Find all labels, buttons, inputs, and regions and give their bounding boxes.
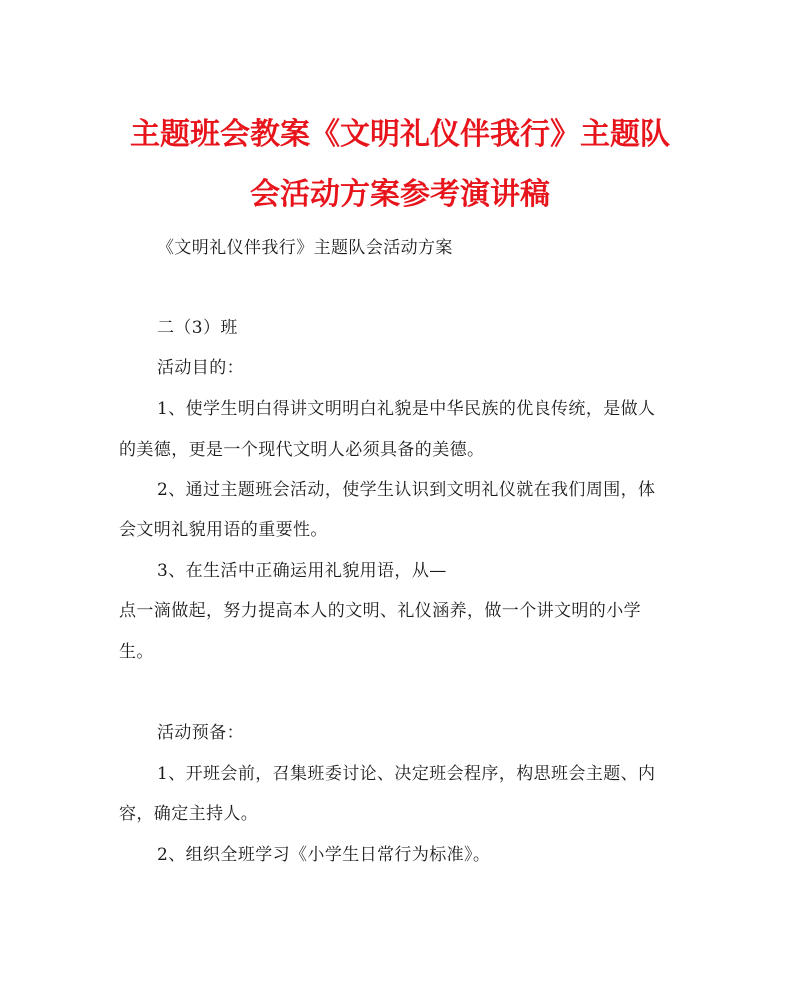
prep-heading: 活动预备：	[157, 723, 244, 743]
purpose-item-1-line-2: 的美德，更是一个现代文明人必须具备的美德。	[119, 440, 485, 460]
prep-item-1-line-2: 容，确定主持人。	[119, 804, 259, 824]
purpose-item-3-line-1: 3、在生活中正确运用礼貌用语，从—	[157, 561, 447, 581]
document-title-line-2: 会活动方案参考演讲稿	[250, 177, 550, 212]
purpose-item-2-line-2: 会文明礼貌用语的重要性。	[119, 520, 328, 540]
purpose-item-1-line-1: 1、使学生明白得讲文明明白礼貌是中华民族的优良传统，是做人	[157, 399, 656, 419]
class-name: 二（3）班	[157, 318, 238, 338]
prep-item-1-line-1: 1、开班会前，召集班委讨论、决定班会程序，构思班会主题、内	[157, 764, 656, 784]
document-title-line-1: 主题班会教案《文明礼仪伴我行》主题队	[130, 117, 670, 152]
purpose-item-3-line-3: 生。	[119, 642, 154, 662]
prep-item-2-line-1: 2、组织全班学习《小学生日常行为标准》。	[157, 845, 491, 865]
purpose-heading: 活动目的：	[157, 358, 244, 378]
document-subtitle: 《文明礼仪伴我行》主题队会活动方案	[157, 238, 453, 258]
purpose-item-3-line-2: 点一滴做起，努力提高本人的文明、礼仪涵养，做一个讲文明的小学	[119, 601, 641, 621]
purpose-item-2-line-1: 2、通过主题班会活动，使学生认识到文明礼仪就在我们周围，体	[157, 480, 656, 500]
